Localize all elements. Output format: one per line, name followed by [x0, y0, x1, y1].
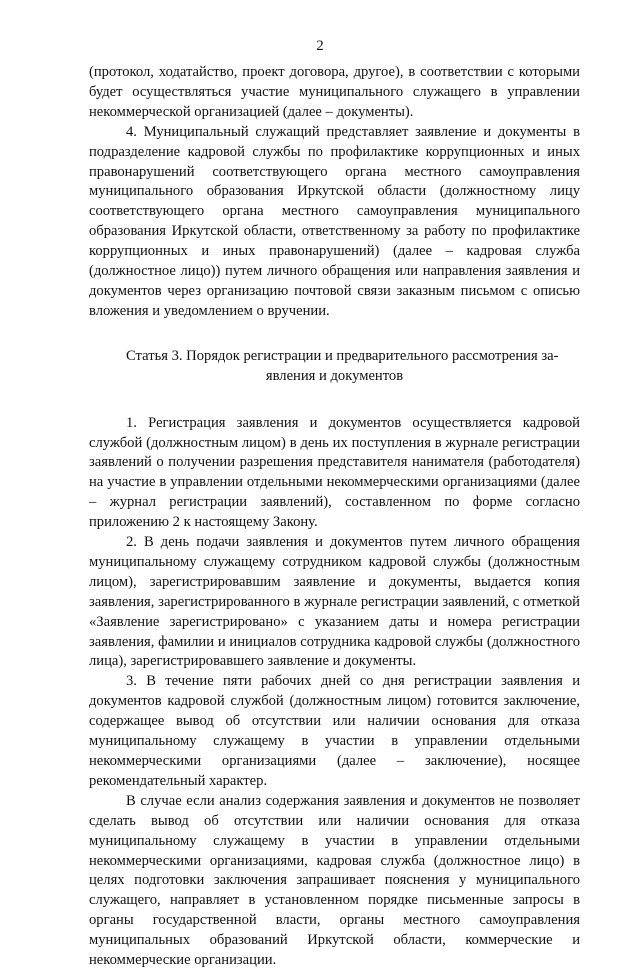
page-number: 2 — [316, 38, 324, 54]
paragraph-item-3: 3. В течение пяти рабочих дней со дня регистрации заявления и документов кадровой службой (должностным лицом) готовится заключение, содержащее вывод об отсутствии или наличии основания для отказа муниципальному служащему в участии в управлении отдельными некоммерческими организациями (далее – заключение), носящее рекомендательный характер. — [89, 673, 580, 789]
paragraph-item-2: 2. В день подачи заявления и документов путем личного обращения муниципальному служащему сотрудником кадровой службы (должностным лицом), зарегистрировавшим заявление и документы, выдается копия заявления, зарегистрированного в журнале регистрации заявлений, с отметкой «Заявление зарегистрировано» с указанием даты и номера регистрации заявления, фамилии и инициалов сотрудника кадровой службы (должностного лица), зарегистрировавшего заявление и документы. — [89, 534, 580, 670]
article-heading — [89, 347, 580, 387]
article-heading-line1: Статья 3. Порядок регистрации и предварительного рассмотрения за- — [126, 347, 559, 364]
paragraph-item-3-continuation: В случае если анализ содержания заявления и документов не позволяет сделать вывод об отсутствии или наличии основания для отказа муниципальному служащему в участии в управлении отдельными некоммерческими организациями, кадровая служба (должностное лицо) в целях подготовки заключения запрашивает пояснения у муниципального служащего, направляет в установленном порядке письменные запросы в органы государственной власти, органы местного самоуправления муниципальных образований Иркутской области, коммерческие и некоммерческие организации. — [89, 792, 580, 969]
paragraph-item-1: 1. Регистрация заявления и документов осуществляется кадровой службой (должностным лицом) в день их поступления в журнале регистрации заявлений о получении разрешения представителя нанимателя (работодателя) на участие в управлении отдельными некоммерческими организациями (далее – журнал регистрации заявлений), составленном по форме согласно приложению 2 к настоящему Закону. — [89, 414, 580, 531]
article-heading-line2: явления и документов — [265, 367, 404, 384]
document-body — [89, 63, 580, 971]
paragraph-item-4: 4. Муниципальный служащий представляет заявление и документы в подразделение кадровой службы по профилактике коррупционных и иных правонарушений соответствующего органа местного самоуправления муниципального образования Иркутской области (должностному лицу соответствующего органа местного самоуправления муниципального образования Иркутской области, ответственному за работу по профилактике коррупционных и иных правонарушений) (далее – кадровая служба (должностное лицо)) путем личного обращения или направления заявления и документов через организацию почтовой связи заказным письмом с описью вложения и уведомлением о вручении. — [89, 123, 580, 319]
paragraph-continuation: (протокол, ходатайство, проект договора, другое), в соответствии с которыми будет осуществляться участие муниципального служащего в управлении некоммерческой организацией (далее – документы). — [89, 64, 580, 120]
